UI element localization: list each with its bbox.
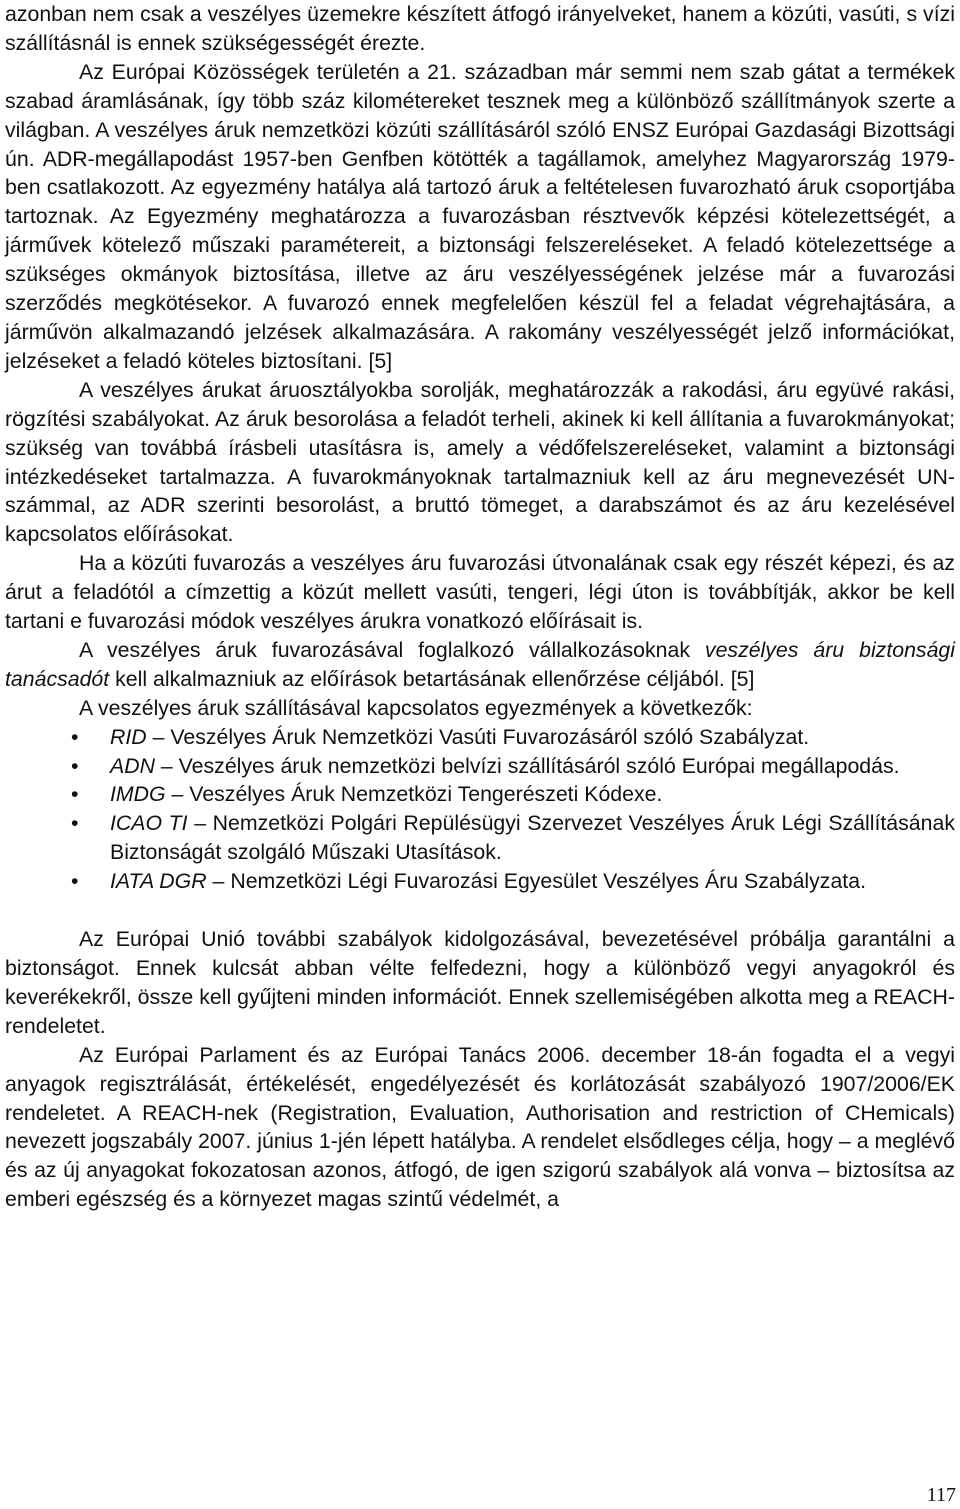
agreement-abbreviation: ICAO TI <box>110 811 188 836</box>
paragraph-text: Az Európai Parlament és az Európai Tanács 2006. december 18-án fogadta el a vegyi anyagok regisztrálását, értékelését, engedélyezését és korlátozását szabályozó 1907/2006/EK rendeletet. A REACH-nek (Registration, Evaluation, Authorisation and restriction of CHemicals) nevezett jogszabály 2007. június 1-jén lépett hatályba. A rendelet elsődleges célja, hogy – a meglévő és az új anyagokat fokozatosan azonos, átfogó, de igen szigorú szabályok alá vonva – biztosítsa az emberi egészség és a környezet magas szintű védelmét, a <box>5 1042 955 1212</box>
paragraph <box>5 549 955 636</box>
agreement-abbreviation: ADN <box>110 753 155 778</box>
paragraph-gap <box>5 896 955 925</box>
paragraph-text: A veszélyes áruk fuvarozásával foglalkozó vállalkozásoknak <box>79 637 705 662</box>
paragraph <box>5 0 955 58</box>
paragraph-text: Az Európai Közösségek területén a 21. században már semmi nem szab gátat a termékek szabad áramlásának, így több száz kilométereket tesznek meg a különböző szállítmányok szerte a világban. A veszélyes áruk nemzetközi közúti szállításáról szóló ENSZ Európai Gazdasági Bizottsági ún. ADR-megállapodást 1957-ben Genfben kötötték a tagállamok, amelyhez Magyarország 1979-ben csatlakozott. Az egyezmény hatálya alá tartozó áruk a feltételesen fuvarozható áruk csoportjába tartoznak. Az Egyezmény meghatározza a fuvarozásban résztvevők képzési kötelezettségét, a járművek kötelező műszaki paramétereit, a biztonsági felszereléseket. A feladó kötelezettsége a szükséges okmányok biztosítása, illetve az áru veszélyességének jelzése már a fuvarozási szerződés megkötésekor. A fuvarozó ennek megfelelően készül fel a feladat végrehajtására, a járművön alkalmazandó jelzések alkalmazására. A rakomány veszélyességét jelző információkat, jelzéseket a feladó köteles biztosítani. [5] <box>5 59 955 373</box>
list-item <box>5 780 955 809</box>
paragraph <box>5 1041 955 1214</box>
paragraph-text: Az Európai Unió további szabályok kidolgozásával, bevezetésével próbálja garantálni a biztonságot. Ennek kulcsát abban vélte felfedezni, hogy a különböző vegyi anyagokról és keverékekről, össze kell gyűjteni minden információt. Ennek szellemiségében alkotta meg a REACH-rendeletet. <box>5 927 955 1038</box>
agreement-abbreviation: RID <box>110 724 147 749</box>
document-page <box>5 0 955 1214</box>
paragraph-text: kell alkalmazniuk az előírások betartásának ellenőrzése céljából. [5] <box>109 666 755 691</box>
paragraph <box>5 694 955 723</box>
agreements-list <box>5 723 955 896</box>
agreement-description: – Nemzetközi Polgári Repülésügyi Szervezet Veszélyes Áruk Légi Szállításának Biztonságát szolgáló Műszaki Utasítások. <box>110 811 955 865</box>
list-item <box>5 723 955 752</box>
paragraph-text: A veszélyes áruk szállításával kapcsolatos egyezmények a következők: <box>79 695 753 720</box>
paragraph-text: Ha a közúti fuvarozás a veszélyes áru fuvarozási útvonalának csak egy részét képezi, és az árut a feladótól a címzettig a közút mellett vasúti, tengeri, légi úton is továbbítják, akkor be kell tartani e fuvarozási módok veszélyes árukra vonatkozó előírásait is. <box>5 551 955 634</box>
page-number: 117 <box>926 1484 956 1506</box>
body-text-top <box>5 0 955 723</box>
bullet-icon: • <box>71 811 79 836</box>
bullet-icon: • <box>71 724 79 749</box>
list-item <box>5 809 955 867</box>
italic-term: veszélyes áru biztonsági tanácsadót <box>5 637 955 691</box>
bullet-icon: • <box>71 782 79 807</box>
agreement-description: – Nemzetközi Légi Fuvarozási Egyesület Veszélyes Áru Szabályzata. <box>206 869 866 894</box>
agreement-abbreviation: IATA DGR <box>110 869 207 894</box>
paragraph <box>5 636 955 694</box>
agreement-description: – Veszélyes áruk nemzetközi belvízi szállításáról szóló Európai megállapodás. <box>154 753 900 778</box>
paragraph-text: A veszélyes árukat áruosztályokba sorolják, meghatározzák a rakodási, áru együvé rakási, rögzítési szabályokat. Az áruk besorolása a feladót terheli, akinek ki kell állítania a fuvarokmányokat; szükség van továbbá írásbeli utasításra is, amely a védőfelszereléseket, valamint a biztonsági intézkedéseket tartalmazza. A fuvarokmányoknak tartalmazniuk kell az áru megnevezését UN-számmal, az ADR szerinti besorolást, a bruttó tömeget, a darabszámot és az áru kezelésével kapcsolatos előírásokat. <box>5 377 955 547</box>
paragraph <box>5 925 955 1041</box>
agreement-description: – Veszélyes Áruk Nemzetközi Tengerészeti Kódexe. <box>165 782 663 807</box>
agreement-description: – Veszélyes Áruk Nemzetközi Vasúti Fuvarozásáról szóló Szabályzat. <box>146 724 810 749</box>
agreement-abbreviation: IMDG <box>110 782 166 807</box>
paragraph <box>5 376 955 549</box>
list-item <box>5 752 955 781</box>
body-text-bottom <box>5 925 955 1214</box>
list-item <box>5 867 955 896</box>
bullet-icon: • <box>71 753 79 778</box>
paragraph-text: azonban nem csak a veszélyes üzemekre készített átfogó irányelveket, hanem a közúti, vasúti, s vízi szállításnál is ennek szükségességét érezte. <box>5 2 955 55</box>
paragraph <box>5 58 955 376</box>
bullet-icon: • <box>71 869 79 894</box>
